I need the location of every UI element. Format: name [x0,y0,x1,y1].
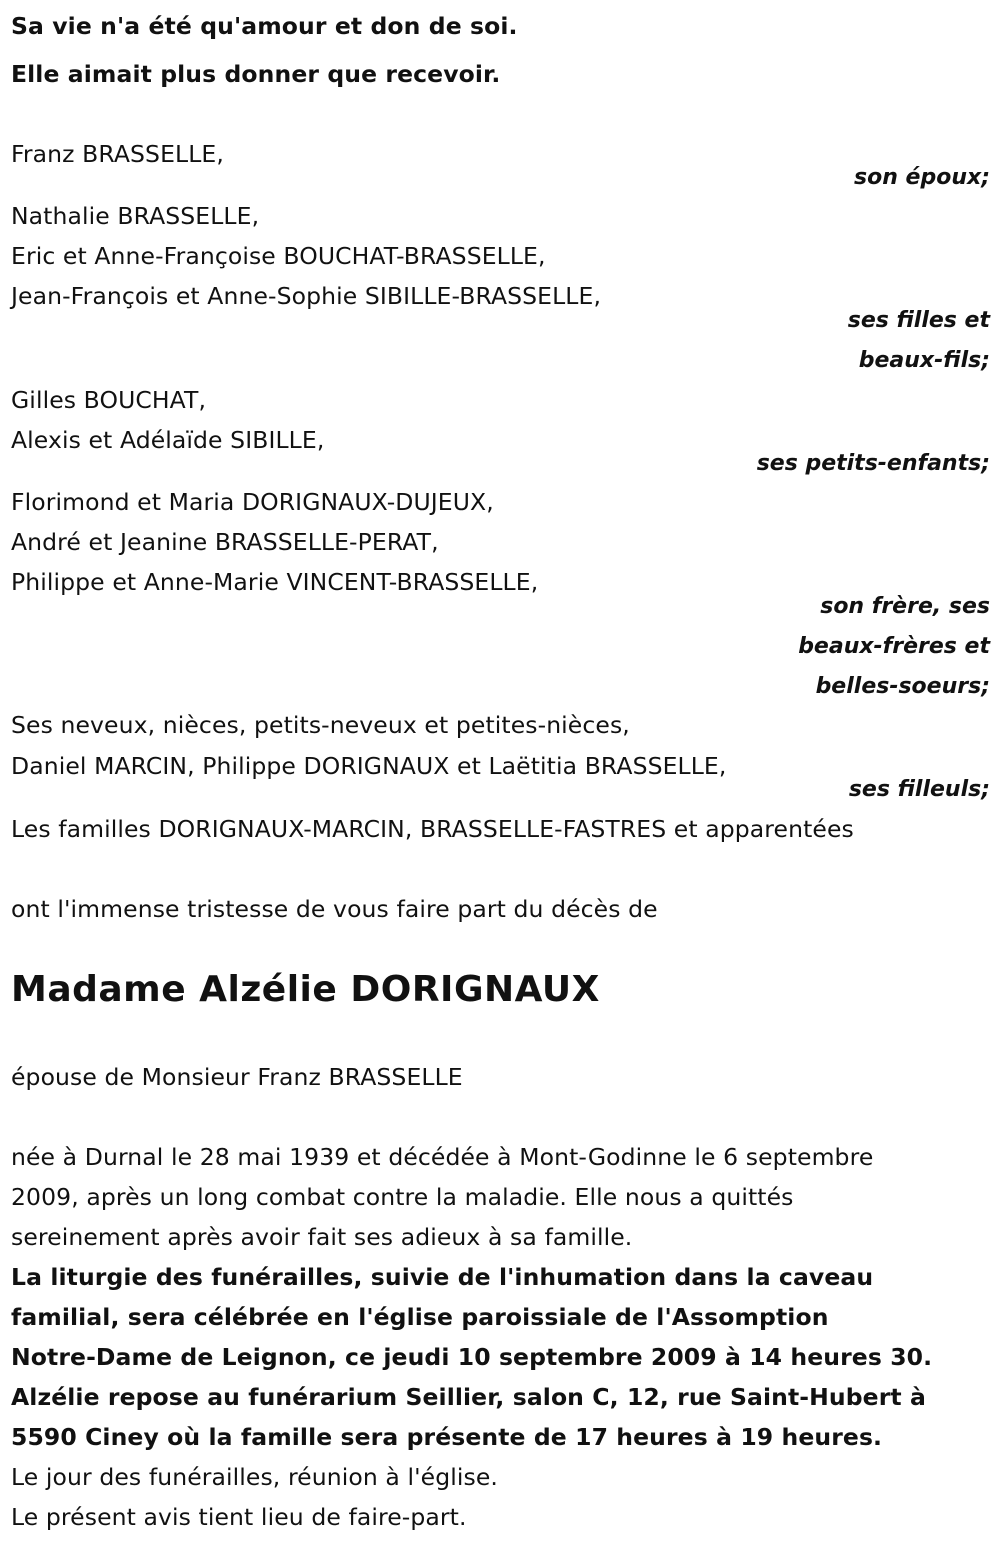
grandchild-name-2: Alexis et Adélaïde SIBILLE, [11,426,325,454]
announcement-text: ont l'immense tristesse de vous faire part du décès de [11,895,658,923]
deceased-name: Madame Alzélie DORIGNAUX [11,969,600,1010]
funeral-line-2: familial, sera célébrée en l'église paroissiale de l'Assomption [11,1303,829,1331]
closing-line-2: Le présent avis tient lieu de faire-part. [11,1503,467,1531]
families-line: Les familles DORIGNAUX-MARCIN, BRASSELLE-FASTRES et apparentées [11,815,854,843]
details-line-1: née à Durnal le 28 mai 1939 et décédée à Mont-Godinne le 6 septembre [11,1143,874,1171]
funeral-line-5: 5590 Ciney où la famille sera présente de 17 heures à 19 heures. [11,1423,883,1451]
nephews-line: Ses neveux, nièces, petits-neveux et petites-nièces, [11,711,630,739]
sibling-name-3: Philippe et Anne-Marie VINCENT-BRASSELLE, [11,568,539,596]
siblings-relation-1: son frère, ses [820,594,990,619]
spouse-of-line: épouse de Monsieur Franz BRASSELLE [11,1063,463,1091]
sibling-name-1: Florimond et Maria DORIGNAUX-DUJEUX, [11,488,494,516]
details-line-2: 2009, après un long combat contre la maladie. Elle nous a quittés [11,1183,794,1211]
funeral-line-3: Notre-Dame de Leignon, ce jeudi 10 septembre 2009 à 14 heures 30. [11,1343,933,1371]
quote-line-2: Elle aimait plus donner que recevoir. [11,60,501,88]
funeral-line-1: La liturgie des funérailles, suivie de l'inhumation dans la caveau [11,1263,874,1291]
child-name-3: Jean-François et Anne-Sophie SIBILLE-BRASSELLE, [11,282,602,310]
child-name-1: Nathalie BRASSELLE, [11,202,260,230]
closing-line-1: Le jour des funérailles, réunion à l'église. [11,1463,498,1491]
sibling-name-2: André et Jeanine BRASSELLE-PERAT, [11,528,439,556]
godchildren-relation: ses filleuls; [848,777,990,802]
funeral-line-4: Alzélie repose au funérarium Seillier, salon C, 12, rue Saint-Hubert à [11,1383,926,1411]
spouse-name: Franz BRASSELLE, [11,140,224,168]
godchildren-names: Daniel MARCIN, Philippe DORIGNAUX et Laëtitia BRASSELLE, [11,752,727,780]
details-line-3: sereinement après avoir fait ses adieux à sa famille. [11,1223,633,1251]
children-relation-1: ses filles et [847,308,990,333]
children-relation-2: beaux-fils; [858,348,990,373]
grandchildren-relation: ses petits-enfants; [756,451,990,476]
siblings-relation-3: belles-soeurs; [815,674,990,699]
siblings-relation-2: beaux-frères et [798,634,990,659]
child-name-2: Eric et Anne-Françoise BOUCHAT-BRASSELLE, [11,242,546,270]
spouse-relation: son époux; [854,165,990,190]
grandchild-name-1: Gilles BOUCHAT, [11,386,207,414]
quote-line-1: Sa vie n'a été qu'amour et don de soi. [11,12,518,40]
